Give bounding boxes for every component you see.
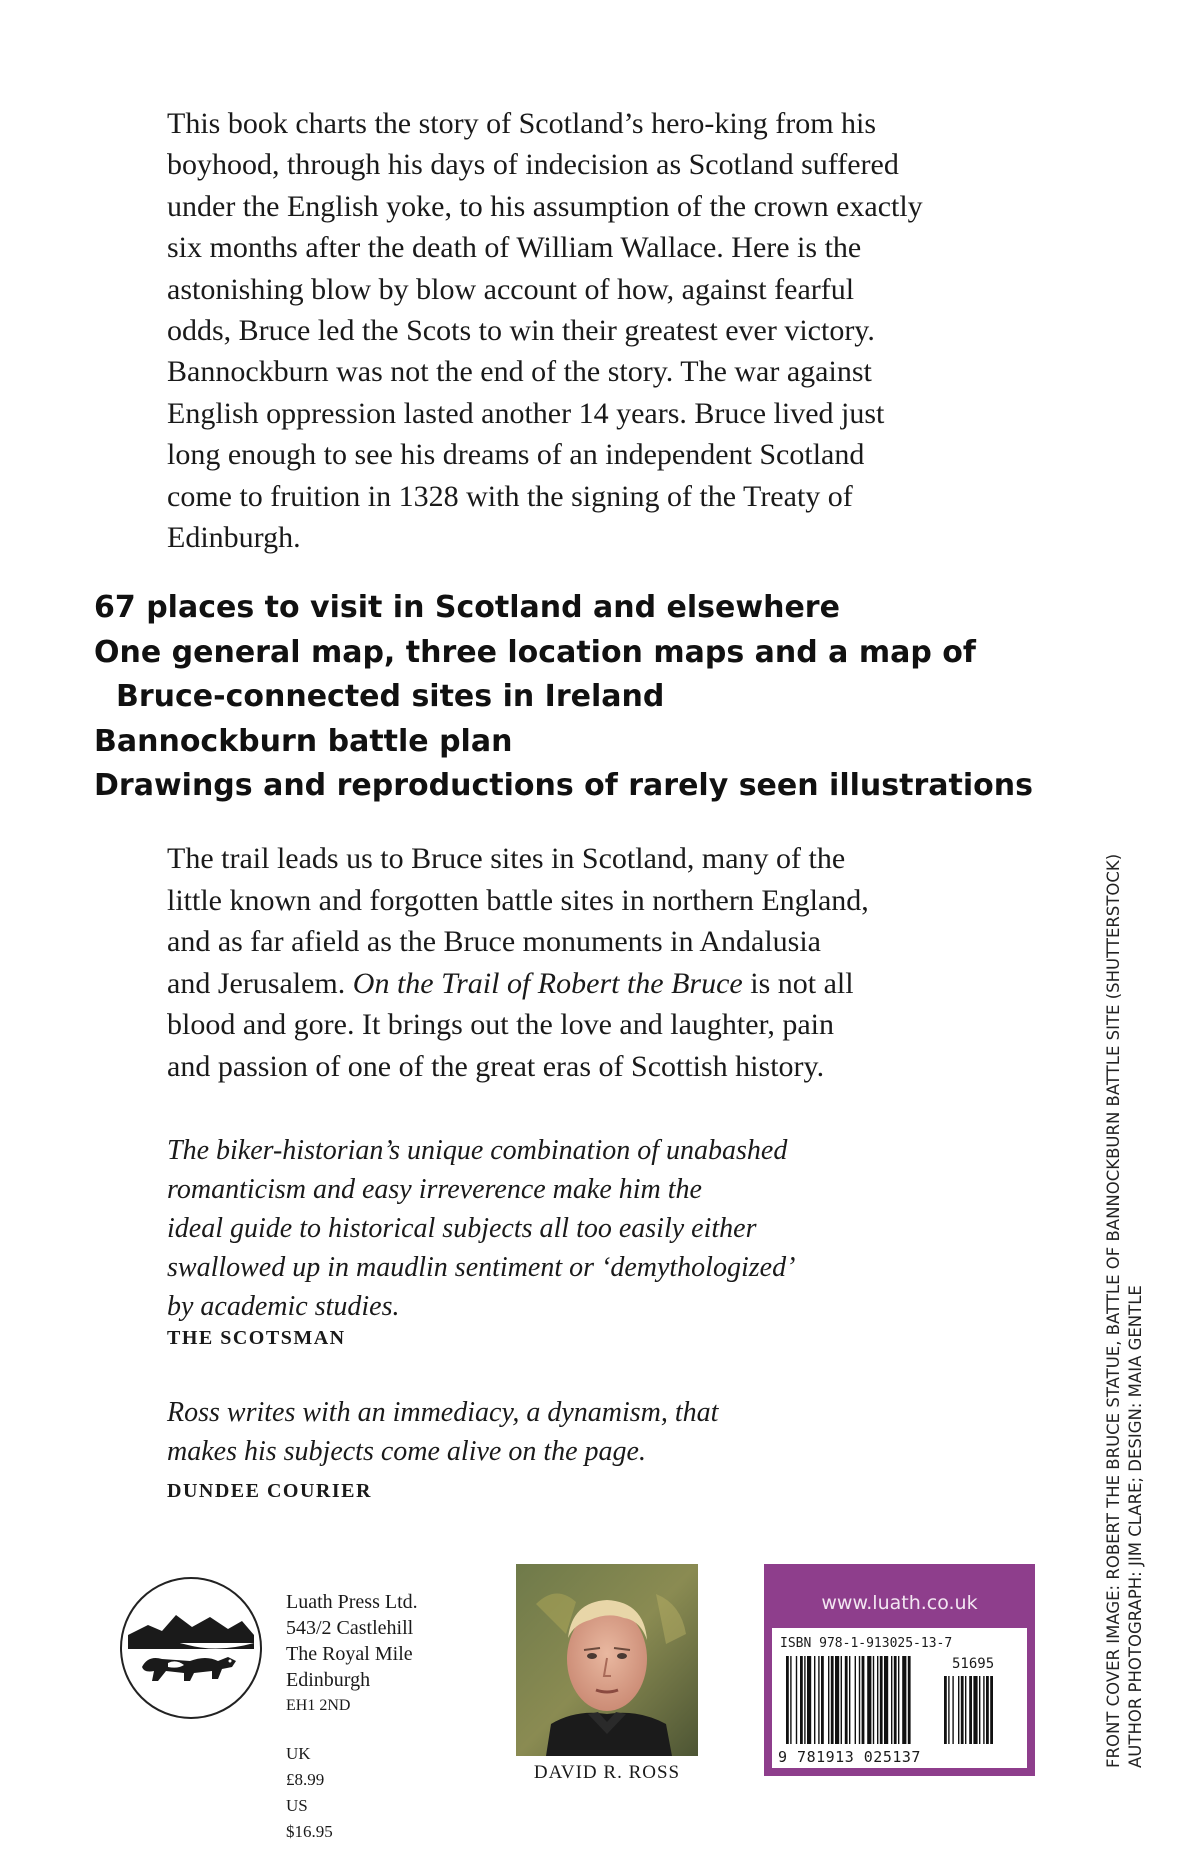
barcode-bar — [800, 1656, 803, 1744]
barcode-bar — [859, 1656, 860, 1744]
barcode-bar — [908, 1656, 911, 1744]
barcode-bar — [867, 1656, 871, 1744]
review-line: ideal guide to historical subjects all too easily either — [167, 1213, 757, 1244]
price-addon-text: 51695 — [952, 1656, 995, 1672]
barcode-bar — [849, 1656, 850, 1744]
address-line: The Royal Mile — [286, 1643, 413, 1665]
address-line — [286, 1667, 418, 1719]
address-postcode: EH1 2ND — [286, 1697, 351, 1714]
barcode-bar — [973, 1676, 977, 1744]
barcode-bar — [884, 1656, 888, 1744]
intro-line: odds, Bruce led the Scots to win their greatest ever victory. — [167, 314, 875, 348]
address-line: 543/2 Castlehill — [286, 1617, 414, 1639]
price-us — [286, 1793, 333, 1845]
barcode-bar — [807, 1656, 811, 1744]
barcode-bar — [961, 1676, 964, 1744]
review-line: The biker-historian’s unique combination of unabashed — [167, 1135, 788, 1166]
publisher-address — [286, 1589, 418, 1719]
trail-text: is not all — [742, 966, 854, 1000]
intro-line: English oppression lasted another 14 years. Bruce lived just — [167, 396, 885, 430]
image-credits — [1103, 853, 1159, 1768]
price-uk — [286, 1741, 333, 1793]
intro-line: This book charts the story of Scotland’s hero-king from his — [167, 107, 877, 140]
barcode-bar — [952, 1676, 953, 1744]
review-source: THE SCOTSMAN — [167, 1327, 346, 1349]
price-label: US — [286, 1796, 308, 1815]
trail-line: blood and gore. It brings out the love and laughter, pain — [167, 1008, 834, 1041]
book-title: On the Trail of Robert the Bruce — [352, 966, 743, 1000]
intro-line: Edinburgh. — [167, 521, 301, 555]
price-value: $16.95 — [286, 1822, 333, 1841]
website-link[interactable]: www.luath.co.uk — [821, 1592, 978, 1614]
barcode-bar — [828, 1656, 829, 1744]
price-value: £8.99 — [286, 1770, 325, 1789]
feature-item: Bruce-connected sites in Ireland — [116, 679, 665, 714]
review-quote — [167, 1393, 718, 1471]
barcode-bar — [873, 1656, 874, 1744]
intro-line: Bannockburn was not the end of the story. The war against — [167, 355, 872, 389]
credit-line: FRONT COVER IMAGE: ROBERT THE BRUCE STATUE, BATTLE OF BANNOCKBURN BATTLE SITE (SHUTTERSTOCK) — [1104, 853, 1123, 1768]
barcode-bar — [898, 1656, 899, 1744]
barcode-bar — [958, 1676, 959, 1744]
credit-line: AUTHOR PHOTOGRAPH: JIM CLARE; DESIGN: MAIA GENTLE — [1126, 1285, 1145, 1768]
barcode-bar — [891, 1656, 892, 1744]
isbn-text: ISBN 978-1-913025-13-7 — [780, 1636, 953, 1651]
barcode-bar — [831, 1656, 834, 1744]
barcode-bar — [786, 1656, 789, 1744]
address-city: Edinburgh — [286, 1669, 371, 1691]
barcode-bar — [880, 1656, 883, 1744]
barcode-bar — [855, 1656, 856, 1744]
trail-line: little known and forgotten battle sites in northern England, — [167, 883, 869, 917]
review-line: makes his subjects come alive on the page. — [167, 1436, 646, 1467]
trail-line: and passion of one of the great eras of Scottish history. — [167, 1049, 825, 1083]
barcode-bar — [845, 1656, 848, 1744]
barcode-bar — [818, 1656, 819, 1744]
barcode-area — [772, 1628, 1027, 1768]
barcode-bar — [877, 1656, 878, 1744]
review-quote — [167, 1131, 795, 1326]
intro-line: astonishing blow by blow account of how, against fearful — [167, 272, 855, 306]
barcode-bar — [835, 1656, 839, 1744]
barcode-bar — [821, 1656, 824, 1744]
feature-item: 67 places to visit in Scotland and elsewhere — [94, 590, 840, 625]
barcode-bar — [944, 1676, 947, 1744]
barcode-bar — [979, 1676, 980, 1744]
barcode-bar — [790, 1656, 791, 1744]
feature-item: One general map, three location maps and a map of — [94, 634, 976, 670]
review-line: swallowed up in maudlin sentiment or ‘demythologized’ — [167, 1252, 796, 1283]
features-list — [94, 586, 1114, 809]
feature-item: Bannockburn battle plan — [94, 723, 513, 759]
barcode-bar — [902, 1656, 906, 1744]
trail-line: and as far afield as the Bruce monuments in Andalusia — [167, 925, 821, 958]
intro-line: under the English yoke, to his assumption of the crown exactly — [167, 189, 923, 223]
barcode-bar — [965, 1676, 966, 1744]
author-photo — [516, 1564, 698, 1756]
barcode-bar — [796, 1656, 797, 1744]
barcode-panel — [764, 1564, 1035, 1776]
intro-paragraph — [167, 103, 1067, 558]
barcode-bar — [990, 1676, 993, 1744]
trail-paragraph — [167, 838, 1007, 1087]
barcode-bar — [841, 1656, 842, 1744]
review-source: DUNDEE COURIER — [167, 1480, 372, 1502]
barcode-bar — [983, 1676, 984, 1744]
review-line: romanticism and easy irreverence make him the — [167, 1174, 702, 1205]
barcode-bar — [814, 1656, 815, 1744]
price-label: UK — [286, 1744, 311, 1763]
barcode-bar — [948, 1676, 949, 1744]
feature-item: Drawings and reproductions of rarely seen illustrations — [94, 768, 1033, 803]
address-line: Luath Press Ltd. — [286, 1591, 418, 1613]
intro-line: boyhood, through his days of indecision as Scotland suffered — [167, 148, 899, 182]
barcode-bar — [986, 1676, 989, 1744]
barcode-number: 9 781913 025137 — [778, 1748, 921, 1766]
trail-line — [167, 963, 1007, 1005]
barcode-bars — [772, 1628, 1027, 1768]
prices — [286, 1741, 333, 1845]
intro-line: come to fruition in 1328 with the signing of the Treaty of — [167, 479, 853, 513]
intro-line: long enough to see his dreams of an independent Scotland — [167, 438, 865, 472]
author-name: DAVID R. ROSS — [533, 1762, 681, 1783]
publisher-logo-icon — [118, 1575, 264, 1721]
barcode-bar — [804, 1656, 805, 1744]
trail-text: and Jerusalem. — [167, 966, 353, 1000]
review-line: by academic studies. — [167, 1291, 400, 1322]
barcode-bar — [969, 1676, 972, 1744]
barcode-bar — [862, 1656, 865, 1744]
review-line: Ross writes with an immediacy, a dynamism, that — [167, 1397, 719, 1428]
barcode-bar — [894, 1656, 897, 1744]
intro-line: six months after the death of William Wallace. Here is the — [167, 231, 862, 265]
trail-line: The trail leads us to Bruce sites in Scotland, many of the — [167, 842, 846, 875]
